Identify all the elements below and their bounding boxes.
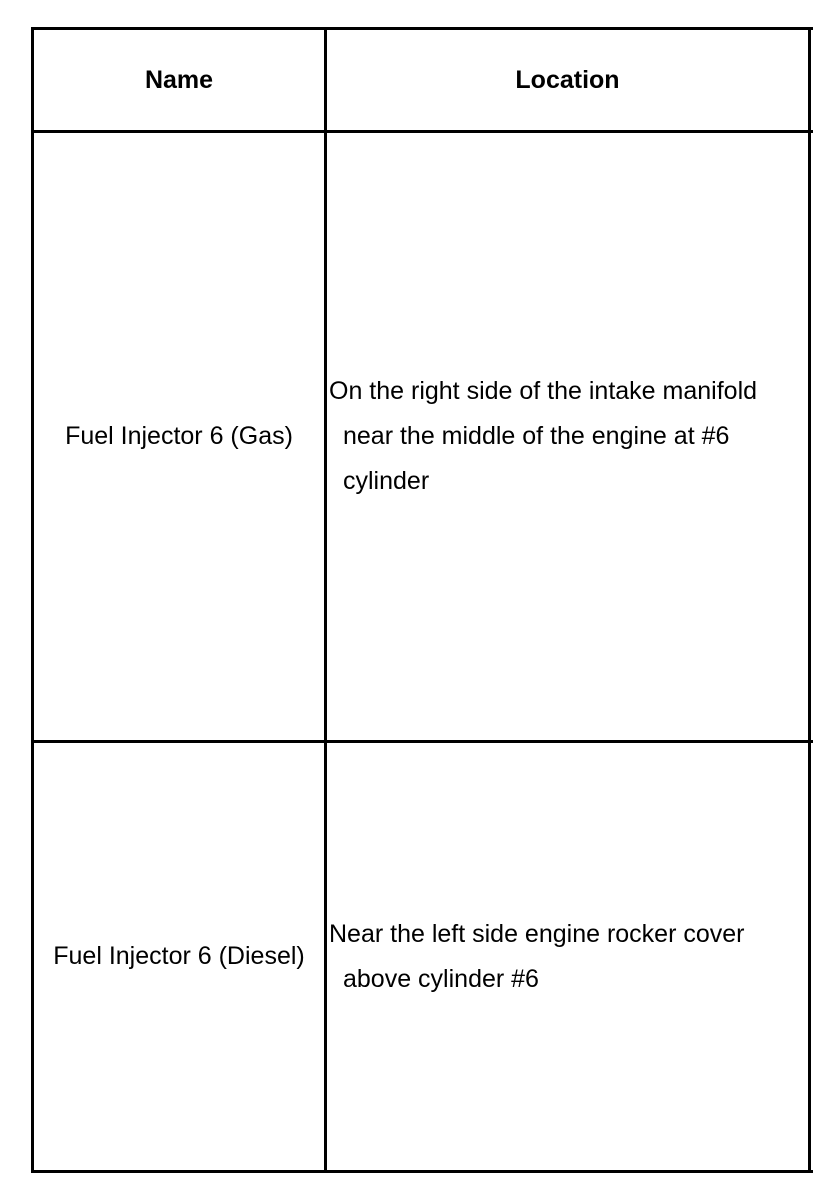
header-name — [34, 30, 324, 130]
table-row-2-name — [34, 743, 324, 1170]
table-border-right — [808, 27, 811, 1173]
row-1-location-text: On the right side of the intake manifold near the middle of the engine at #6 cylinder — [329, 377, 758, 495]
header-location-label: Location — [515, 65, 620, 94]
table-row-2-location — [329, 743, 808, 1170]
table-row-1-name — [34, 133, 324, 740]
row-2-location-text: Near the left side engine rocker cover above cylinder #6 — [329, 919, 745, 993]
header-location — [327, 30, 808, 130]
row-2-name-text: Fuel Injector 6 (Diesel) — [53, 942, 305, 970]
header-name-label: Name — [144, 65, 214, 94]
row-1-name-text: Fuel Injector 6 (Gas) — [65, 422, 293, 450]
table-border-bottom — [31, 1170, 813, 1173]
table-row-1-location — [329, 133, 808, 740]
component-location-table — [31, 27, 813, 1173]
column-divider — [324, 27, 327, 1173]
